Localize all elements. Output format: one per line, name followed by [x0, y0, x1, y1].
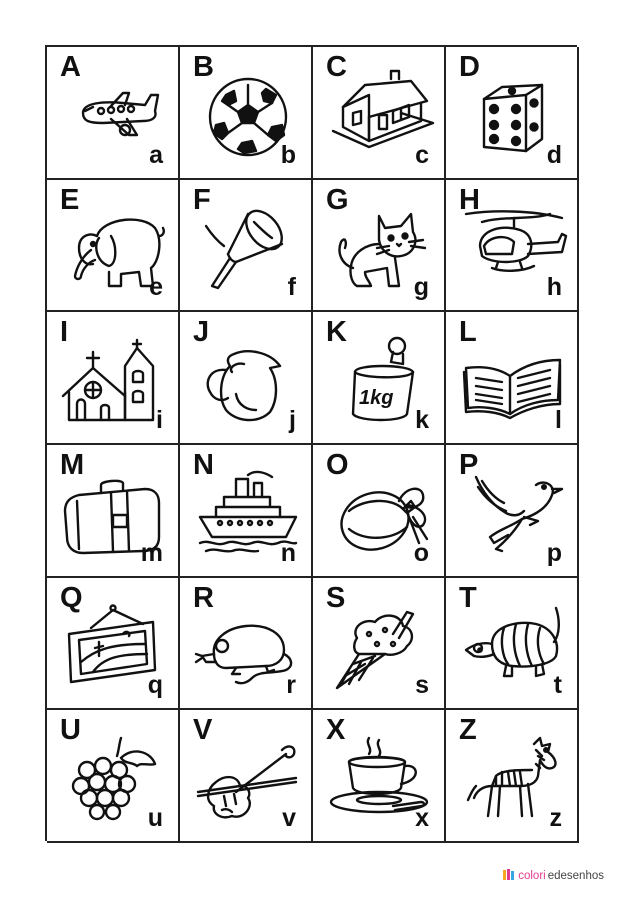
lowercase-letter: k [415, 405, 429, 434]
lowercase-letter: z [549, 803, 562, 832]
uppercase-letter: L [459, 316, 477, 349]
letter-card-c [313, 47, 446, 180]
uppercase-letter: B [193, 51, 214, 83]
letter-card-x [313, 710, 446, 843]
lowercase-letter: n [280, 538, 296, 567]
lowercase-letter: e [149, 273, 163, 302]
watermark-suffix: edesenhos [547, 869, 604, 882]
lowercase-letter: u [147, 803, 163, 832]
ice-cream-icon [329, 604, 429, 686]
lowercase-letter: r [286, 671, 296, 700]
letter-card-d [446, 47, 579, 180]
letter-card-k [313, 312, 446, 445]
uppercase-letter: F [193, 183, 211, 216]
letter-card-i [47, 312, 180, 445]
uppercase-letter: S [326, 581, 346, 614]
crayon-logo-icon [502, 867, 516, 884]
uppercase-letter: H [459, 183, 480, 216]
letter-card-e [47, 180, 180, 313]
site-watermark [502, 867, 604, 884]
book-icon [462, 338, 562, 420]
lowercase-letter: j [289, 405, 296, 434]
letter-card-f [180, 180, 313, 313]
uppercase-letter: T [459, 581, 477, 614]
letter-card-o [313, 445, 446, 578]
uppercase-letter: N [193, 448, 214, 481]
lowercase-letter: b [280, 140, 296, 169]
lowercase-letter: g [413, 273, 429, 302]
uppercase-letter: E [60, 183, 80, 216]
lowercase-letter: x [415, 803, 429, 832]
uppercase-letter: R [193, 581, 214, 614]
lowercase-letter: f [287, 273, 296, 302]
uppercase-letter: O [326, 448, 349, 481]
letter-card-l [446, 312, 579, 445]
uppercase-letter: I [60, 316, 69, 349]
lowercase-letter: o [413, 538, 429, 567]
house-icon [329, 73, 429, 155]
letter-card-q [47, 578, 180, 711]
letter-card-v [180, 710, 313, 843]
lowercase-letter: v [282, 803, 296, 832]
letter-card-j [180, 312, 313, 445]
uppercase-letter: D [459, 51, 480, 83]
letter-card-n [180, 445, 313, 578]
uppercase-letter: J [193, 316, 210, 349]
cup-icon [329, 736, 429, 818]
uppercase-letter: A [60, 51, 81, 83]
letter-card-u [47, 710, 180, 843]
lowercase-letter: h [546, 273, 562, 302]
uppercase-letter: M [60, 448, 85, 481]
elephant-icon [63, 206, 163, 288]
uppercase-letter: K [326, 316, 347, 349]
weight-icon [329, 338, 429, 420]
uppercase-letter: V [193, 714, 213, 747]
lowercase-letter: p [546, 538, 562, 567]
lowercase-letter: a [149, 140, 163, 169]
letter-card-z [446, 710, 579, 843]
uppercase-letter: G [326, 183, 349, 216]
rat-icon [196, 604, 296, 686]
weight-label: 1kg [359, 387, 394, 410]
letter-card-g [313, 180, 446, 313]
lowercase-letter: s [415, 671, 429, 700]
lowercase-letter: q [147, 671, 163, 700]
lowercase-letter: l [555, 405, 562, 434]
lowercase-letter: c [415, 140, 429, 169]
letter-card-t [446, 578, 579, 711]
uppercase-letter: U [60, 714, 81, 747]
uppercase-letter: Q [60, 581, 83, 614]
watermark-prefix: colori [518, 869, 546, 882]
alphabet-grid [45, 45, 577, 841]
letter-card-m [47, 445, 180, 578]
letter-card-b [180, 47, 313, 180]
armadillo-icon [462, 604, 562, 686]
lowercase-letter: m [140, 538, 163, 567]
funnel-icon [196, 206, 296, 288]
letter-card-a [47, 47, 180, 180]
letter-card-h [446, 180, 579, 313]
uppercase-letter: Z [459, 714, 477, 747]
uppercase-letter: P [459, 448, 479, 481]
letter-card-r [180, 578, 313, 711]
letter-card-s [313, 578, 446, 711]
letter-card-p [446, 445, 579, 578]
lowercase-letter: d [546, 140, 562, 169]
lowercase-letter: t [553, 671, 562, 700]
uppercase-letter: X [326, 714, 346, 747]
violin-icon [196, 736, 296, 818]
church-icon [63, 338, 163, 420]
airplane-icon [63, 73, 163, 155]
jug-icon [196, 338, 296, 420]
lowercase-letter: i [156, 405, 163, 434]
uppercase-letter: C [326, 51, 347, 83]
zebra-icon [462, 736, 562, 818]
